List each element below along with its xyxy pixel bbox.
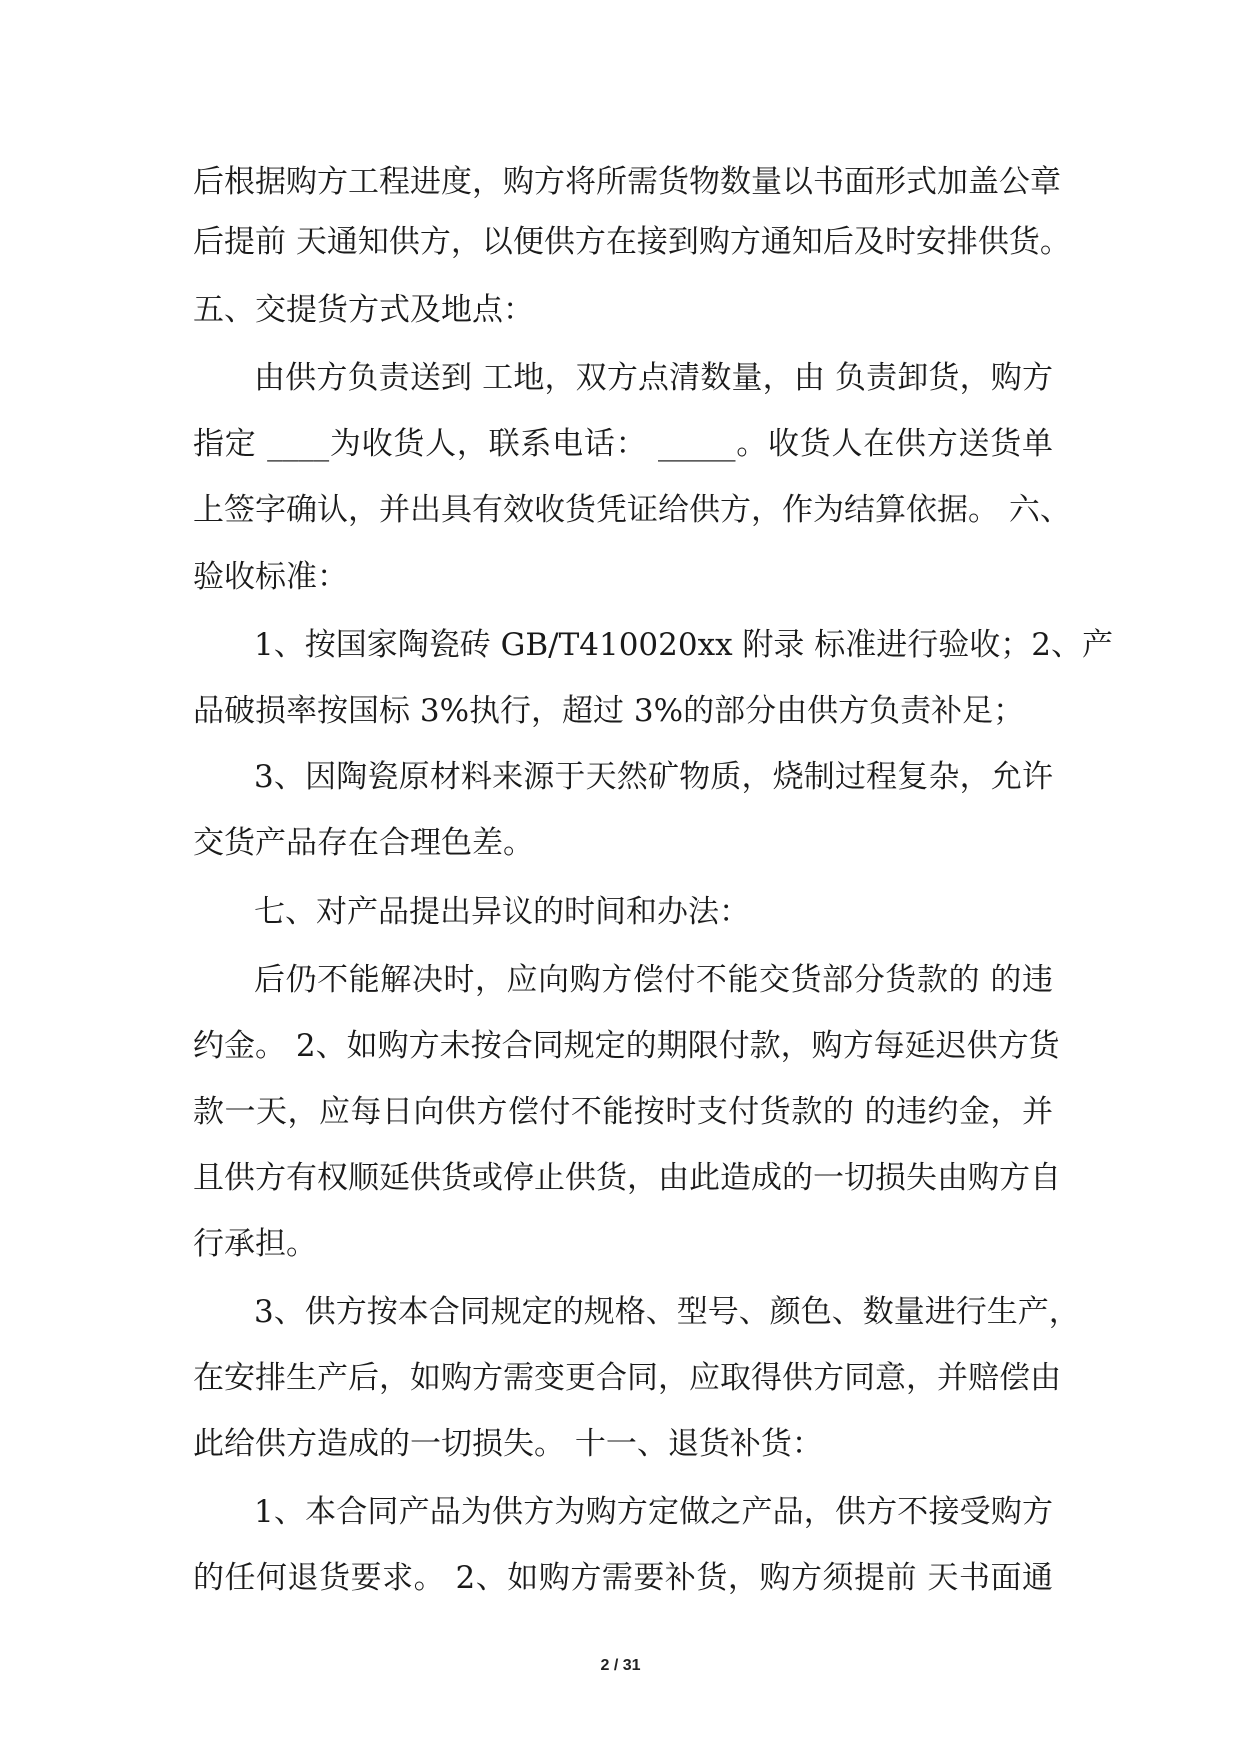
section-heading: 五、交提货方式及地点： xyxy=(193,292,534,328)
text-line: 上签字确认，并出具有效收货凭证给供方，作为结算依据。 六、 xyxy=(193,492,1071,528)
text-line: 品破损率按国标 3%执行，超过 3%的部分由供方负责补足； xyxy=(193,693,1025,729)
text-line: 且供方有权顺延供货或停止供货，由此造成的一切损失由购方自 xyxy=(193,1160,1061,1196)
text-line: 此给供方造成的一切损失。 十一、退货补货： xyxy=(193,1426,823,1462)
text-line: 行承担。 xyxy=(193,1226,317,1262)
text-line: 的任何退货要求。 2、如购方需要补货，购方须提前 天书面通 xyxy=(193,1560,1053,1596)
text-line: 约金。 2、如购方未按合同规定的期限付款，购方每延迟供方货 xyxy=(193,1028,1060,1064)
text-line: 后提前 天通知供方，以便供方在接到购方通知后及时安排供货。 xyxy=(193,224,1071,260)
text-line: 由供方负责送到 工地，双方点清数量，由 负责卸货，购方 xyxy=(254,360,1053,396)
text-line: 1、本合同产品为供方为购方定做之产品，供方不接受购方 xyxy=(254,1494,1053,1530)
text-line: 后仍不能解决时，应向购方偿付不能交货部分货款的 的违 xyxy=(254,962,1053,998)
section-heading: 七、对产品提出异议的时间和办法： xyxy=(254,894,750,930)
page-number: 2 / 31 xyxy=(600,1657,641,1674)
text-line: 后根据购方工程进度，购方将所需货物数量以书面形式加盖公章 xyxy=(193,164,1061,200)
text-line: 交货产品存在合理色差。 xyxy=(193,825,534,861)
text-line: 款一天，应每日向供方偿付不能按时支付货款的 的违约金，并 xyxy=(193,1094,1053,1130)
text-line: 3、供方按本合同规定的规格、型号、颜色、数量进行生产， xyxy=(254,1294,1080,1330)
text-line: 3、因陶瓷原材料来源于天然矿物质，烧制过程复杂，允许 xyxy=(254,759,1053,795)
text-line: 1、按国家陶瓷砖 GB/T410020xx 附录 标准进行验收；2、产 xyxy=(254,627,1113,663)
section-heading: 验收标准： xyxy=(193,559,348,595)
text-line: 在安排生产后，如购方需变更合同，应取得供方同意，并赔偿由 xyxy=(193,1360,1061,1396)
text-line: 指定 ____为收货人，联系电话： _____。收货人在供方送货单 xyxy=(193,426,1053,462)
